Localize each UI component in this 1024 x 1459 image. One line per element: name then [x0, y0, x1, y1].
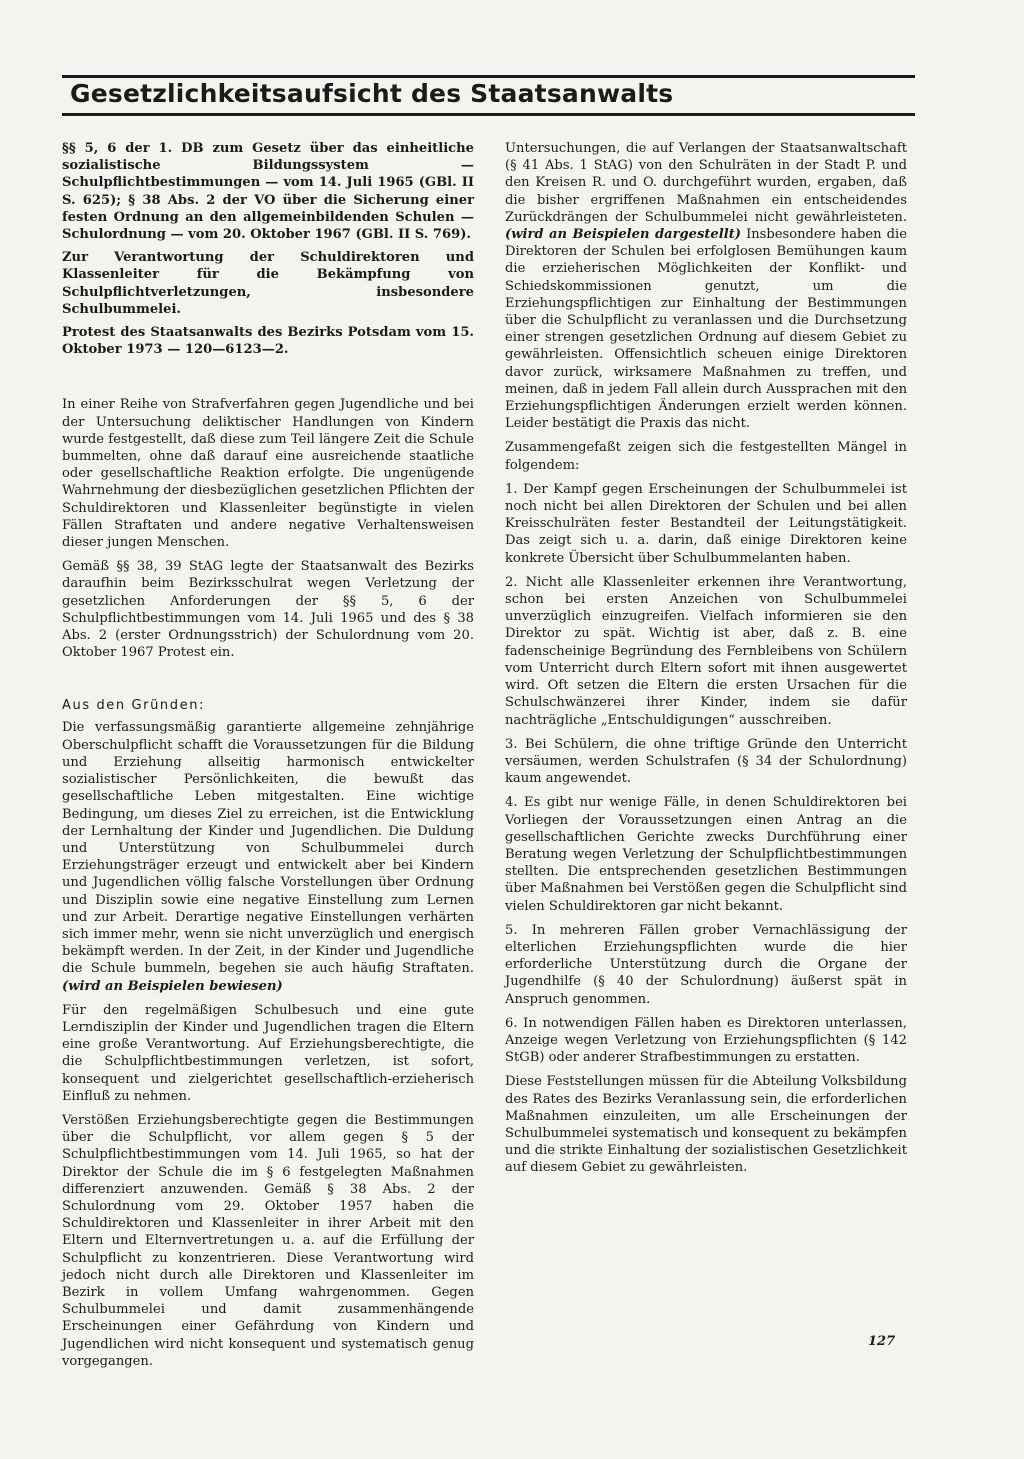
deficiency-item: 4. Es gibt nur wenige Fälle, in denen Schuldirektoren bei Vorliegen der Voraussetzungen einen Antrag an die gesellschaftlichen Gerichte zwecks Durchführung einer Beratung wegen Verletzung der Schulpflichtbestimmungen stellten. Die entsprechenden gesetzlichen Bestimmungen über Maßnahmen bei Verstößen gegen die Schulpflicht sind vielen Schuldirektoren gar nicht bekannt. [505, 795, 907, 914]
decision-subject: Zur Verantwortung der Schuldirektoren und Klassenleiter für die Bekämpfung von Schulpflichtverletzungen, insbesondere Schulbummelei. [62, 250, 474, 317]
intro-paragraph: In einer Reihe von Strafverfahren gegen Jugendliche und bei der Untersuchung deliktischer Handlungen von Kindern wurde festgestellt, daß diese zum Teil längere Zeit die Schule bummelten, ohne daß darauf eine ausreichende staatliche oder gesellschaftliche Reaktion erfolgte. Die ungenügende Wahrnehmung der diesbezüglichen gesetzlichen Pflichten der Schuldirektoren und Klassenleiter begünstigte in vielen Fällen Straftaten und andere negative Verhaltensweisen dieser jungen Menschen. [62, 397, 474, 551]
deficiency-item: 2. Nicht alle Klassenleiter erkennen ihre Verantwortung, schon bei ersten Anzeichen von Schulbummelei unverzüglich einzugreifen. Vielfach informieren sie den Direktor zu spät. Wichtig ist aber, daß z. B. eine fadenscheinige Begründung des Fernbleibens von Schülern vom Unterricht durch Eltern sofort mit ihnen ausgewertet wird. Oft setzen die Eltern die ersten Ursachen für die Schulschwänzerei ihrer Kinder, indem sie dafür nachträgliche „Entschuldigungen“ ausschreiben. [505, 574, 907, 728]
example-note: (wird an Beispielen bewiesen) [62, 978, 283, 994]
deficiency-item: 1. Der Kampf gegen Erscheinungen der Schulbummelei ist noch nicht bei allen Direktoren der Schulen und bei allen Kreisschulräten fester Bestandteil der Leitungstätigkeit. Das zeigt sich u. a. darin, daß einige Direktoren keine konkrete Übersicht über Schulbummelanten haben. [505, 481, 907, 566]
decision-header [62, 140, 474, 358]
left-column [62, 140, 474, 1377]
deficiency-item: 5. In mehreren Fällen grober Vernachlässigung der elterlichen Erziehungspflichten wurde die hier erforderliche Unterstützung durch die Organe der Jugendhilfe (§ 40 der Schulordnung) äußerst spät in Anspruch genommen. [505, 922, 907, 1007]
section-title: Gesetzlichkeitsaufsicht des Staatsanwalts [70, 79, 674, 108]
protest-reference: Protest des Staatsanwalts des Bezirks Potsdam vom 15. Oktober 1973 — 120—6123—2. [62, 325, 474, 358]
grounds-paragraph: Verstößen Erziehungsberechtigte gegen die Bestimmungen über die Schulpflicht, vor allem gegen § 5 der Schulpflichtbestimmungen vom 14. Juli 1965, so hat der Direktor der Schule die im § 6 festgelegten Maßnahmen differenziert anzuwenden. Gemäß § 38 Abs. 2 der Schulordnung vom 29. Oktober 1957 haben die Schuldirektoren und Klassenleiter in ihrer Arbeit mit den Eltern und Elternvertretungen u. a. auf die Erfüllung der Schulpflicht zu konzentrieren. Diese Verantwortung wird jedoch nicht durch alle Direktoren und Klassenleiter im Bezirk in vollem Umfang wahrgenommen. Gegen Schulbummelei und damit zusammenhängende Erscheinungen einer Gefährdung von Kindern und Jugendlichen wird nicht konsequent und systematisch genug vorgegangen. [62, 1112, 474, 1369]
title-rule-top [62, 75, 915, 78]
deficiency-item: 3. Bei Schülern, die ohne triftige Gründe den Unterricht versäumen, werden Schulstrafen (§ 34 der Schulordnung) kaum angewendet. [505, 736, 907, 787]
deficiency-item: 6. In notwendigen Fällen haben es Direktoren unterlassen, Anzeige wegen Verletzung von Erziehungspflichten (§ 142 StGB) oder anderer Strafbestimmungen zu erstatten. [505, 1015, 907, 1066]
right-column [505, 140, 907, 1184]
grounds-paragraph: Untersuchungen, die auf Verlangen der Staatsanwaltschaft (§ 41 Abs. 1 StAG) von den Schulräten in der Stadt P. und den Kreisen R. und O. durchgeführt wurden, ergaben, daß die bisher ergriffenen Maßnahmen ein entscheidendes Zurückdrängen der Schulbummelei nicht gewährleisteten. (wird an Beispielen dargestellt) Insbesondere haben die Direktoren der Schulen bei erfolglosen Bemühungen kaum die erzieherischen Möglichkeiten der Konflikt- und Schiedskommissionen genutzt, um die Erziehungspflichtigen zur Einhaltung der Bestimmungen über die Schulpflicht zu veranlassen und die Durchsetzung einer strengen gesetzlichen Ordnung auf diesem Gebiet zu gewährleisten. Offensichtlich scheuen einige Direktoren davor zurück, wirksamere Maßnahmen zu treffen, und meinen, daß in jedem Fall allein durch Aussprachen mit den Erziehungspflichtigen Änderungen erzielt werden können. Leider bestätigt die Praxis das nicht. [505, 141, 907, 432]
title-rule-bottom [62, 113, 915, 116]
summary-intro: Zusammengefaßt zeigen sich die festgestellten Mängel in folgendem: [505, 440, 907, 473]
example-note: (wird an Beispielen dargestellt) [505, 227, 741, 243]
grounds-paragraph: Die verfassungsmäßig garantierte allgemeine zehnjährige Oberschulpflicht schafft die Voraussetzungen für die Bildung und Erziehung allseitig harmonisch entwickelter sozialistischer Persönlichkeiten, die bewußt das gesellschaftliche Leben mitgestalten. Eine wichtige Bedingung, um dieses Ziel zu erreichen, ist die Entwicklung der Lernhaltung der Kinder und Jugendlichen. Die Duldung und Unterstützung von Schulbummelei durch Erziehungsträger erzeugt und entwickelt aber bei Kindern und Jugendlichen völlig falsche Vorstellungen über Ordnung und Disziplin sowie eine negative Einstellung zum Lernen und zur Arbeit. Derartige negative Einstellungen verhärten sich immer mehr, wenn sie nicht unverzüglich und energisch bekämpft werden. In der Zeit, in der Kinder und Jugendliche die Schule bummeln, begehen sie auch häufig Straftaten. (wird an Beispielen bewiesen) [62, 720, 474, 994]
closing-paragraph: Diese Feststellungen müssen für die Abteilung Volksbildung des Rates des Bezirks Veranlassung sein, die erforderlichen Maßnahmen einzuleiten, um alle Erscheinungen der Schulbummelei systematisch und konsequent zu bekämpfen und die strikte Einhaltung der sozialistischen Gesetzlichkeit auf diesem Gebiet zu gewährleisten. [505, 1074, 907, 1176]
legal-references: §§ 5, 6 der 1. DB zum Gesetz über das einheitliche sozialistische Bildungssystem — Schulpflichtbestimmungen — vom 14. Juli 1965 (GBl. II S. 625); § 38 Abs. 2 der VO über die Sicherung einer festen Ordnung an den allgemeinbildenden Schulen — Schulordnung — vom 20. Oktober 1967 (GBl. II S. 769). [62, 141, 474, 243]
intro-paragraph: Gemäß §§ 38, 39 StAG legte der Staatsanwalt des Bezirks daraufhin beim Bezirksschulrat wegen Verletzung der gesetzlichen Anforderungen der §§ 5, 6 der Schulpflichtbestimmungen vom 14. Juli 1965 und des § 38 Abs. 2 (erster Ordnungsstrich) der Schulordnung vom 20. Oktober 1967 Protest ein. [62, 559, 474, 661]
grounds-paragraph: Für den regelmäßigen Schulbesuch und eine gute Lerndisziplin der Kinder und Jugendlichen tragen die Eltern eine große Verantwortung. Auf Erziehungsberechtigte, die die Schulpflichtbestimmungen verletzen, ist sofort, konsequent und zielgerichtet gesellschaftlich-erzieherisch Einfluß zu nehmen. [62, 1002, 474, 1104]
page-number: 127 [868, 1334, 896, 1349]
grounds-heading: Aus den Gründen: [62, 698, 206, 714]
